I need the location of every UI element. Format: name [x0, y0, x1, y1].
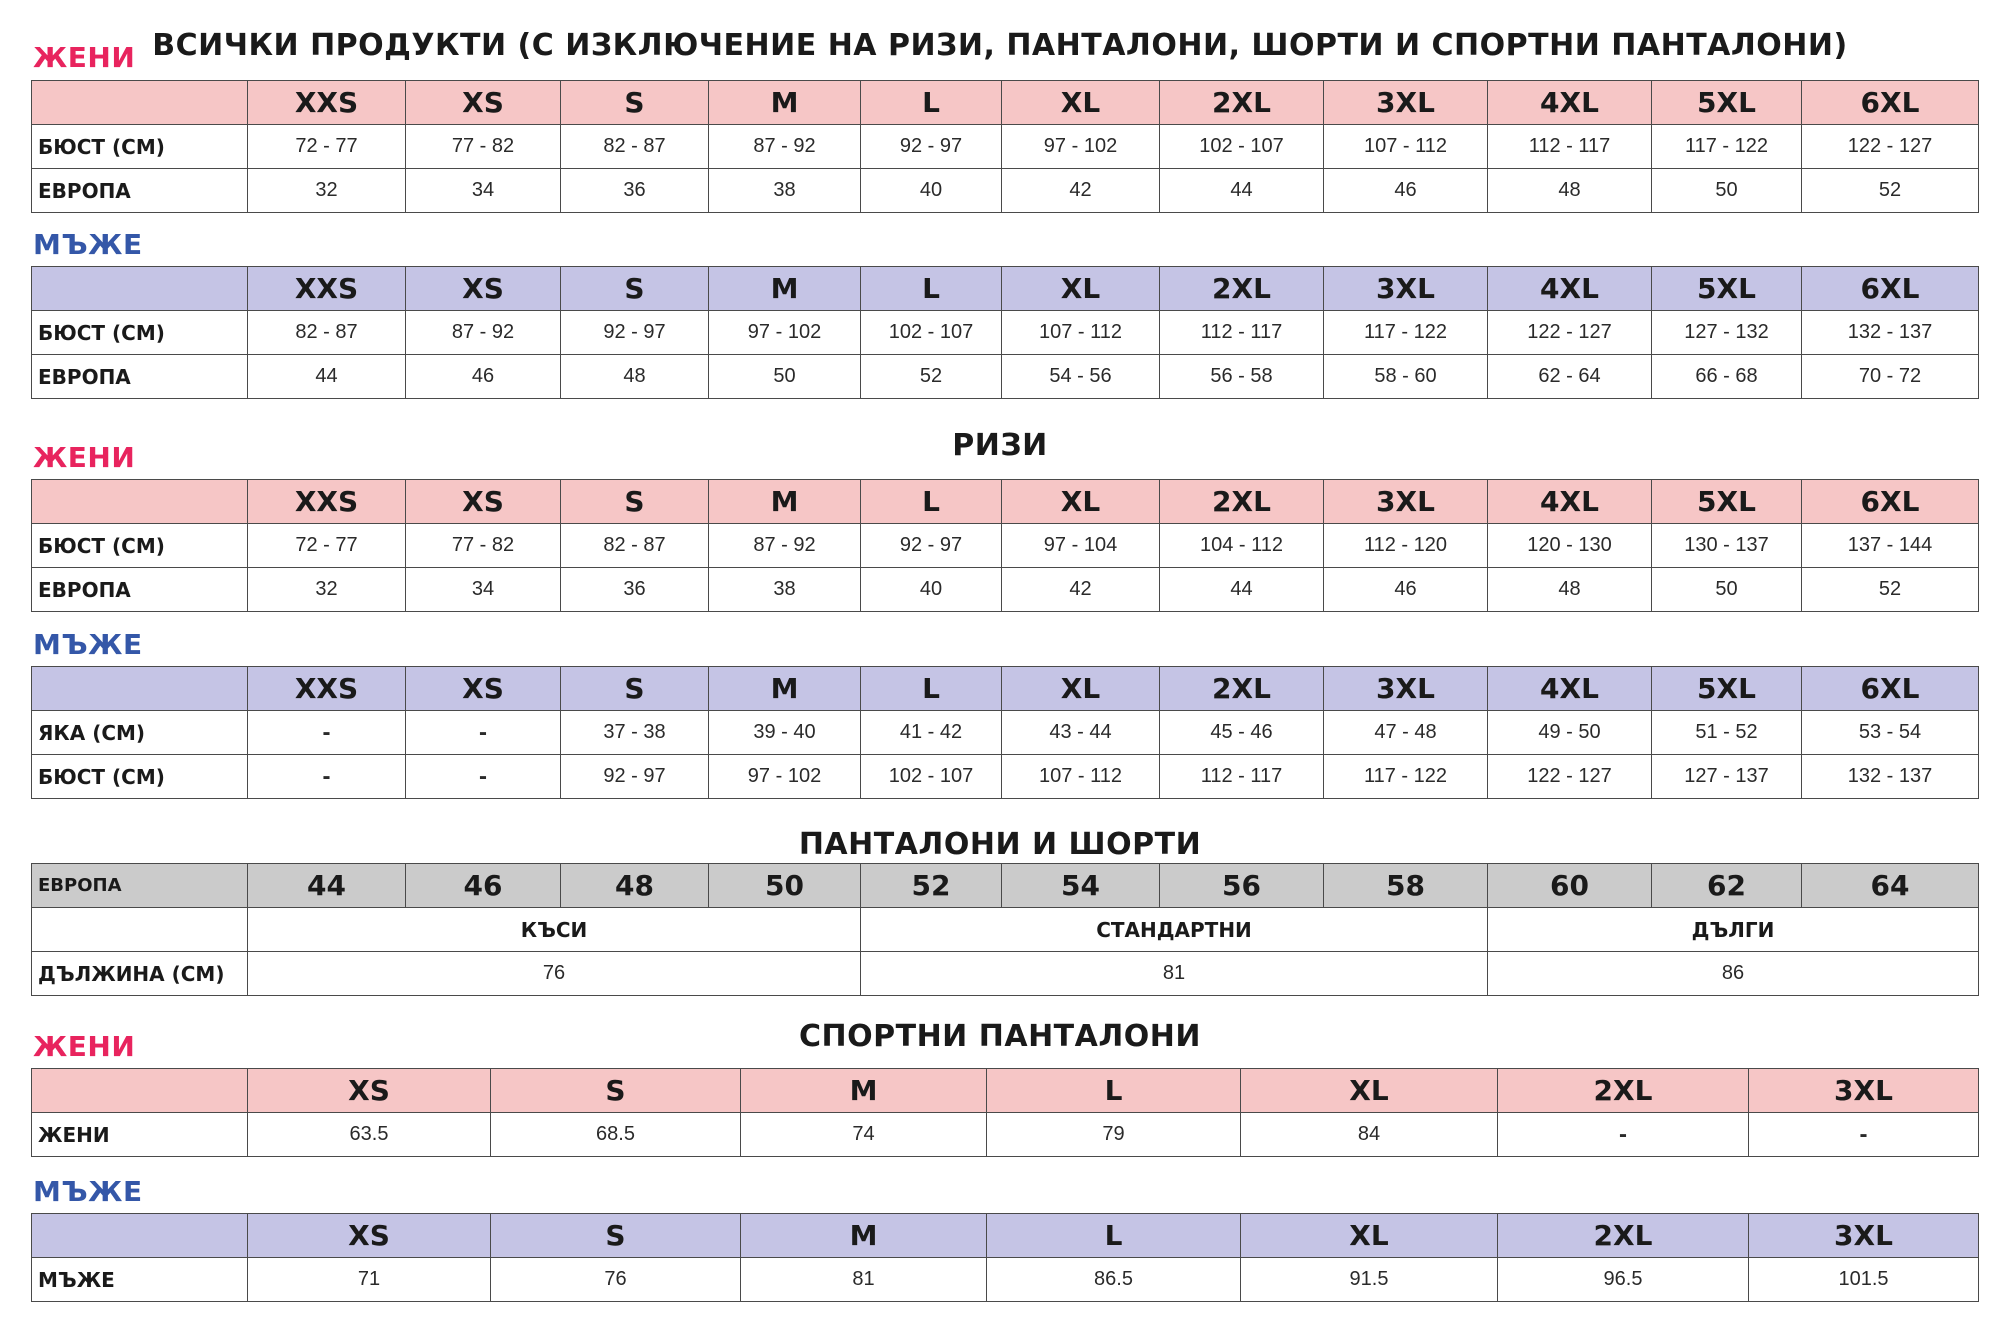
shirts-women-table — [31, 479, 1979, 612]
sport-pants-men-table — [31, 1213, 1979, 1302]
table-cell: 87 - 92 — [709, 125, 861, 169]
table-row — [32, 355, 1979, 399]
size-header-cell: 60 — [1488, 864, 1652, 908]
size-header-cell: XS — [406, 81, 561, 125]
table-cell: 97 - 102 — [1002, 125, 1160, 169]
size-header-cell: XS — [248, 1214, 491, 1258]
size-header-cell: S — [491, 1069, 741, 1113]
size-header-cell: 6XL — [1802, 480, 1979, 524]
size-header-cell: 3XL — [1324, 667, 1488, 711]
table-cell: 46 — [1324, 169, 1488, 213]
size-header-row — [32, 1214, 1979, 1258]
table-cell: 92 - 97 — [861, 125, 1002, 169]
table-cell: 112 - 117 — [1488, 125, 1652, 169]
table-cell: 48 — [1488, 169, 1652, 213]
row-label: ЖЕНИ — [32, 1113, 248, 1157]
table-cell: 52 — [1802, 169, 1979, 213]
size-header-cell: 4XL — [1488, 480, 1652, 524]
table-cell: 47 - 48 — [1324, 711, 1488, 755]
sport-pants-title: СПОРТНИ ПАНТАЛОНИ — [799, 1019, 1201, 1054]
table-cell: 41 - 42 — [861, 711, 1002, 755]
size-header-cell: 62 — [1652, 864, 1802, 908]
row-label: МЪЖЕ — [32, 1258, 248, 1302]
table-cell: 112 - 117 — [1160, 755, 1324, 799]
size-header-cell: 56 — [1160, 864, 1324, 908]
table-cell: 51 - 52 — [1652, 711, 1802, 755]
table-cell: 87 - 92 — [406, 311, 561, 355]
header-corner-cell — [32, 480, 248, 524]
size-header-cell: 4XL — [1488, 267, 1652, 311]
table-row — [32, 711, 1979, 755]
table-cell: 79 — [987, 1113, 1241, 1157]
size-header-cell: XS — [406, 667, 561, 711]
header-corner-cell — [32, 81, 248, 125]
table-cell: 44 — [1160, 169, 1324, 213]
size-header-cell: M — [709, 267, 861, 311]
table-cell: 82 - 87 — [561, 125, 709, 169]
size-header-cell: XXS — [248, 267, 406, 311]
sport-pants-women-table — [31, 1068, 1979, 1157]
group-long: ДЪЛГИ — [1488, 908, 1979, 952]
size-header-cell: 6XL — [1802, 267, 1979, 311]
size-header-cell: L — [987, 1069, 1241, 1113]
table-row — [32, 1258, 1979, 1302]
table-row — [32, 125, 1979, 169]
size-header-cell: XL — [1241, 1214, 1498, 1258]
row-label: ЯКА (СМ) — [32, 711, 248, 755]
table-cell: - — [248, 755, 406, 799]
table-cell: 48 — [1488, 568, 1652, 612]
length-long: 86 — [1488, 952, 1979, 996]
table-row — [32, 568, 1979, 612]
size-header-row — [32, 480, 1979, 524]
size-header-cell: M — [709, 480, 861, 524]
table-cell: 40 — [861, 568, 1002, 612]
table-cell: 44 — [1160, 568, 1324, 612]
table-cell: 68.5 — [491, 1113, 741, 1157]
table-row — [32, 1113, 1979, 1157]
size-header-cell: XXS — [248, 480, 406, 524]
table-cell: 71 — [248, 1258, 491, 1302]
table-cell: 127 - 137 — [1652, 755, 1802, 799]
shirts-title: РИЗИ — [952, 428, 1048, 463]
table-cell: 63.5 — [248, 1113, 491, 1157]
table-row — [32, 524, 1979, 568]
size-header-cell: 2XL — [1160, 81, 1324, 125]
table-cell: 34 — [406, 568, 561, 612]
size-header-cell: S — [561, 480, 709, 524]
table-cell: 32 — [248, 568, 406, 612]
size-header-cell: XL — [1002, 480, 1160, 524]
size-header-cell: 44 — [248, 864, 406, 908]
all-products-men-table — [31, 266, 1979, 399]
women-label: ЖЕНИ — [33, 1030, 136, 1063]
table-cell: 82 - 87 — [561, 524, 709, 568]
table-cell: 107 - 112 — [1324, 125, 1488, 169]
table-cell: 122 - 127 — [1802, 125, 1979, 169]
size-header-cell: XS — [248, 1069, 491, 1113]
trousers-table — [31, 863, 1979, 996]
table-cell: - — [1498, 1113, 1749, 1157]
table-cell: 32 — [248, 169, 406, 213]
size-header-row — [32, 81, 1979, 125]
table-cell: 102 - 107 — [1160, 125, 1324, 169]
length-row — [32, 952, 1979, 996]
size-header-cell: L — [861, 81, 1002, 125]
table-cell: 132 - 137 — [1802, 311, 1979, 355]
size-header-cell: XL — [1002, 81, 1160, 125]
header-corner-cell — [32, 267, 248, 311]
table-cell: 72 - 77 — [248, 125, 406, 169]
table-cell: 58 - 60 — [1324, 355, 1488, 399]
table-cell: - — [1749, 1113, 1979, 1157]
header-corner-cell — [32, 667, 248, 711]
size-header-cell: 3XL — [1749, 1214, 1979, 1258]
table-cell: 107 - 112 — [1002, 755, 1160, 799]
size-header-cell: 48 — [561, 864, 709, 908]
size-header-cell: S — [491, 1214, 741, 1258]
table-cell: 44 — [248, 355, 406, 399]
size-header-cell: 3XL — [1324, 81, 1488, 125]
table-cell: - — [406, 711, 561, 755]
men-label: МЪЖЕ — [33, 628, 143, 661]
size-header-row — [32, 1069, 1979, 1113]
size-header-cell: XXS — [248, 667, 406, 711]
size-header-cell: M — [741, 1214, 987, 1258]
size-header-cell: 5XL — [1652, 81, 1802, 125]
table-cell: 48 — [561, 355, 709, 399]
table-row — [32, 311, 1979, 355]
table-cell: 43 - 44 — [1002, 711, 1160, 755]
row-label: ДЪЛЖИНА (СМ) — [32, 952, 248, 996]
table-cell: 40 — [861, 169, 1002, 213]
eu-label-cell: ЕВРОПА — [32, 864, 248, 908]
size-header-cell: L — [861, 480, 1002, 524]
size-header-cell: 50 — [709, 864, 861, 908]
size-header-cell: XL — [1241, 1069, 1498, 1113]
table-cell: 122 - 127 — [1488, 755, 1652, 799]
size-header-cell: 54 — [1002, 864, 1160, 908]
table-cell: - — [248, 711, 406, 755]
table-cell: 36 — [561, 568, 709, 612]
table-cell: 92 - 97 — [861, 524, 1002, 568]
table-cell: 117 - 122 — [1652, 125, 1802, 169]
size-header-cell: L — [987, 1214, 1241, 1258]
table-cell: 92 - 97 — [561, 755, 709, 799]
row-label: БЮСТ (СМ) — [32, 311, 248, 355]
row-label: БЮСТ (СМ) — [32, 524, 248, 568]
size-header-cell: 52 — [861, 864, 1002, 908]
size-header-cell: XS — [406, 480, 561, 524]
table-cell: 62 - 64 — [1488, 355, 1652, 399]
size-header-cell: M — [709, 81, 861, 125]
table-row — [32, 755, 1979, 799]
size-header-row — [32, 267, 1979, 311]
men-label: МЪЖЕ — [33, 1175, 143, 1208]
table-cell: 50 — [1652, 169, 1802, 213]
size-header-cell: M — [741, 1069, 987, 1113]
table-cell: 39 - 40 — [709, 711, 861, 755]
table-cell: 96.5 — [1498, 1258, 1749, 1302]
table-cell: 76 — [491, 1258, 741, 1302]
table-cell: 77 - 82 — [406, 524, 561, 568]
group-standard: СТАНДАРТНИ — [861, 908, 1488, 952]
table-cell: 37 - 38 — [561, 711, 709, 755]
table-cell: 38 — [709, 568, 861, 612]
row-label: БЮСТ (СМ) — [32, 755, 248, 799]
size-header-cell: S — [561, 267, 709, 311]
table-cell: 72 - 77 — [248, 524, 406, 568]
length-short: 76 — [248, 952, 861, 996]
table-cell: 137 - 144 — [1802, 524, 1979, 568]
table-cell: 36 — [561, 169, 709, 213]
group-short: КЪСИ — [248, 908, 861, 952]
table-cell: 91.5 — [1241, 1258, 1498, 1302]
row-label: БЮСТ (СМ) — [32, 125, 248, 169]
table-cell: 97 - 104 — [1002, 524, 1160, 568]
table-cell: 86.5 — [987, 1258, 1241, 1302]
trousers-title: ПАНТАЛОНИ И ШОРТИ — [798, 827, 1202, 862]
table-cell: 104 - 112 — [1160, 524, 1324, 568]
table-cell: 50 — [1652, 568, 1802, 612]
size-header-cell: S — [561, 81, 709, 125]
table-cell: 49 - 50 — [1488, 711, 1652, 755]
table-cell: 102 - 107 — [861, 311, 1002, 355]
table-cell: 53 - 54 — [1802, 711, 1979, 755]
size-header-cell: 3XL — [1324, 267, 1488, 311]
size-header-cell: M — [709, 667, 861, 711]
size-header-cell: 4XL — [1488, 81, 1652, 125]
men-label: МЪЖЕ — [33, 228, 143, 261]
table-cell: 52 — [1802, 568, 1979, 612]
table-cell: 74 — [741, 1113, 987, 1157]
shirts-men-table — [31, 666, 1979, 799]
size-header-cell: 46 — [406, 864, 561, 908]
size-header-cell: XL — [1002, 667, 1160, 711]
size-header-cell: 3XL — [1324, 480, 1488, 524]
eu-size-header-row — [32, 864, 1979, 908]
table-cell: 46 — [1324, 568, 1488, 612]
size-header-cell: 64 — [1802, 864, 1979, 908]
table-cell: 81 — [741, 1258, 987, 1302]
row-label: ЕВРОПА — [32, 355, 248, 399]
table-cell: 97 - 102 — [709, 755, 861, 799]
table-cell: 132 - 137 — [1802, 755, 1979, 799]
table-cell: 42 — [1002, 568, 1160, 612]
size-header-cell: 5XL — [1652, 667, 1802, 711]
size-header-cell: 2XL — [1498, 1069, 1749, 1113]
table-cell: 54 - 56 — [1002, 355, 1160, 399]
table-cell: 34 — [406, 169, 561, 213]
table-cell: 117 - 122 — [1324, 755, 1488, 799]
table-cell: 127 - 132 — [1652, 311, 1802, 355]
table-row — [32, 169, 1979, 213]
size-header-cell: L — [861, 267, 1002, 311]
size-header-cell: 2XL — [1160, 667, 1324, 711]
table-cell: 42 — [1002, 169, 1160, 213]
size-header-cell: 6XL — [1802, 81, 1979, 125]
size-header-cell: 58 — [1324, 864, 1488, 908]
header-corner-cell — [32, 1214, 248, 1258]
women-label: ЖЕНИ — [33, 41, 136, 74]
table-cell: 102 - 107 — [861, 755, 1002, 799]
size-header-cell: 5XL — [1652, 267, 1802, 311]
table-cell: 92 - 97 — [561, 311, 709, 355]
row-label: ЕВРОПА — [32, 568, 248, 612]
empty-cell — [32, 908, 248, 952]
table-cell: 38 — [709, 169, 861, 213]
table-cell: 70 - 72 — [1802, 355, 1979, 399]
table-cell: 66 - 68 — [1652, 355, 1802, 399]
table-cell: - — [406, 755, 561, 799]
table-cell: 77 - 82 — [406, 125, 561, 169]
size-header-cell: 3XL — [1749, 1069, 1979, 1113]
table-cell: 101.5 — [1749, 1258, 1979, 1302]
women-label: ЖЕНИ — [33, 441, 136, 474]
table-cell: 46 — [406, 355, 561, 399]
size-header-cell: 4XL — [1488, 667, 1652, 711]
table-cell: 112 - 117 — [1160, 311, 1324, 355]
table-cell: 130 - 137 — [1652, 524, 1802, 568]
size-header-cell: L — [861, 667, 1002, 711]
table-cell: 120 - 130 — [1488, 524, 1652, 568]
size-header-cell: 2XL — [1160, 267, 1324, 311]
row-label: ЕВРОПА — [32, 169, 248, 213]
size-header-cell: XXS — [248, 81, 406, 125]
table-cell: 107 - 112 — [1002, 311, 1160, 355]
table-cell: 56 - 58 — [1160, 355, 1324, 399]
table-cell: 112 - 120 — [1324, 524, 1488, 568]
length-group-row — [32, 908, 1979, 952]
table-cell: 82 - 87 — [248, 311, 406, 355]
size-header-row — [32, 667, 1979, 711]
table-cell: 122 - 127 — [1488, 311, 1652, 355]
table-cell: 84 — [1241, 1113, 1498, 1157]
all-products-women-table — [31, 80, 1979, 213]
table-cell: 50 — [709, 355, 861, 399]
size-header-cell: 2XL — [1498, 1214, 1749, 1258]
size-header-cell: 2XL — [1160, 480, 1324, 524]
size-header-cell: XL — [1002, 267, 1160, 311]
table-cell: 117 - 122 — [1324, 311, 1488, 355]
all-products-title: ВСИЧКИ ПРОДУКТИ (С ИЗКЛЮЧЕНИЕ НА РИЗИ, ПАНТАЛОНИ, ШОРТИ И СПОРТНИ ПАНТАЛОНИ) — [152, 28, 1848, 63]
table-cell: 52 — [861, 355, 1002, 399]
size-header-cell: 6XL — [1802, 667, 1979, 711]
length-standard: 81 — [861, 952, 1488, 996]
size-header-cell: S — [561, 667, 709, 711]
table-cell: 97 - 102 — [709, 311, 861, 355]
table-cell: 45 - 46 — [1160, 711, 1324, 755]
table-cell: 87 - 92 — [709, 524, 861, 568]
size-header-cell: 5XL — [1652, 480, 1802, 524]
size-header-cell: XS — [406, 267, 561, 311]
header-corner-cell — [32, 1069, 248, 1113]
